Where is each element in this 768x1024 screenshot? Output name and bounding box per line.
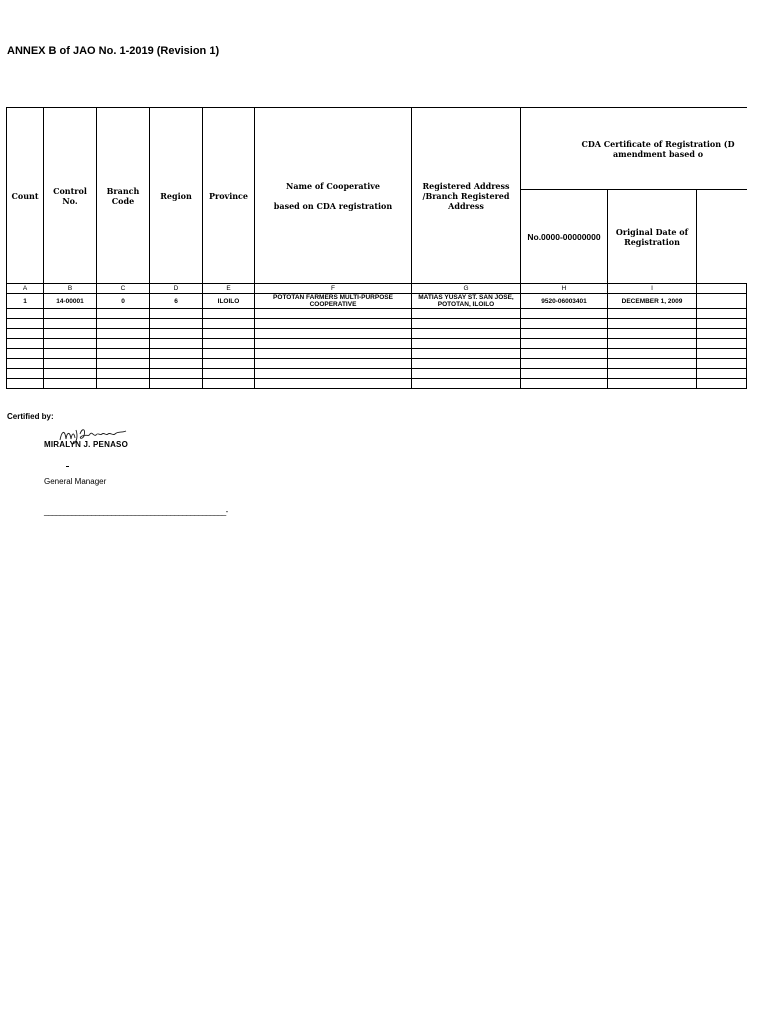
signatory-name: MIRALYN J. PENASO	[44, 440, 129, 449]
table-row-empty	[7, 379, 747, 389]
header-name-of-cooperative	[255, 108, 412, 284]
table-row-empty	[7, 319, 747, 329]
header-cda-certificate-text: CDA Certificate of Registration (D amendment based o	[581, 138, 735, 159]
cell-branch-code: 0	[97, 294, 150, 309]
cooperative-table-sheet	[6, 107, 735, 392]
header-extra-cell	[697, 190, 747, 284]
cell-count: 1	[7, 294, 44, 309]
column-letter-row	[7, 284, 747, 294]
header-name-line1: Name of Cooperative	[286, 180, 380, 191]
cell-extra	[697, 294, 747, 309]
table-row-empty	[7, 359, 747, 369]
column-letter: C	[97, 284, 150, 294]
cell-cert-no: 9520-06003401	[521, 294, 608, 309]
table-row-empty	[7, 309, 747, 319]
column-letter: E	[203, 284, 255, 294]
divider	[66, 466, 69, 467]
column-letter: B	[44, 284, 97, 294]
header-cda-certificate-group	[521, 108, 747, 190]
header-region: Region	[150, 108, 203, 284]
table-row-empty	[7, 349, 747, 359]
certified-by-label: Certified by:	[7, 412, 54, 421]
header-province: Province	[203, 108, 255, 284]
signatory-title: General Manager	[44, 477, 107, 486]
column-letter: H	[521, 284, 608, 294]
document-title: ANNEX B of JAO No. 1-2019 (Revision 1)	[7, 45, 220, 57]
header-name-line2: based on CDA registration	[273, 200, 393, 211]
cell-original-date: DECEMBER 1, 2009	[608, 294, 697, 309]
cell-province: ILOILO	[203, 294, 255, 309]
header-count: Count	[7, 108, 44, 284]
header-registered-address: Registered Address /Branch Registered Address	[412, 108, 521, 284]
column-letter	[697, 284, 747, 294]
column-letter: D	[150, 284, 203, 294]
table-row-empty	[7, 339, 747, 349]
table-row-empty	[7, 329, 747, 339]
header-control-no: Control No.	[44, 108, 97, 284]
table-row-empty	[7, 369, 747, 379]
signature-line: ______________________________________________-	[44, 507, 228, 516]
cell-region: 6	[150, 294, 203, 309]
header-original-date: Original Date of Registration	[608, 190, 697, 284]
column-letter: I	[608, 284, 697, 294]
cell-cooperative-name: POTOTAN FARMERS MULTI-PURPOSE COOPERATIVE	[255, 294, 412, 309]
column-letter: F	[255, 284, 412, 294]
cooperative-table	[6, 107, 747, 389]
column-letter: G	[412, 284, 521, 294]
header-cert-no: No.0000-00000000	[521, 190, 608, 284]
table-row	[7, 294, 747, 309]
header-branch-code: Branch Code	[97, 108, 150, 284]
cell-control-no: 14-00001	[44, 294, 97, 309]
column-letter: A	[7, 284, 44, 294]
cell-address: MATIAS YUSAY ST. SAN JOSE, POTOTAN, ILOILO	[412, 294, 521, 309]
